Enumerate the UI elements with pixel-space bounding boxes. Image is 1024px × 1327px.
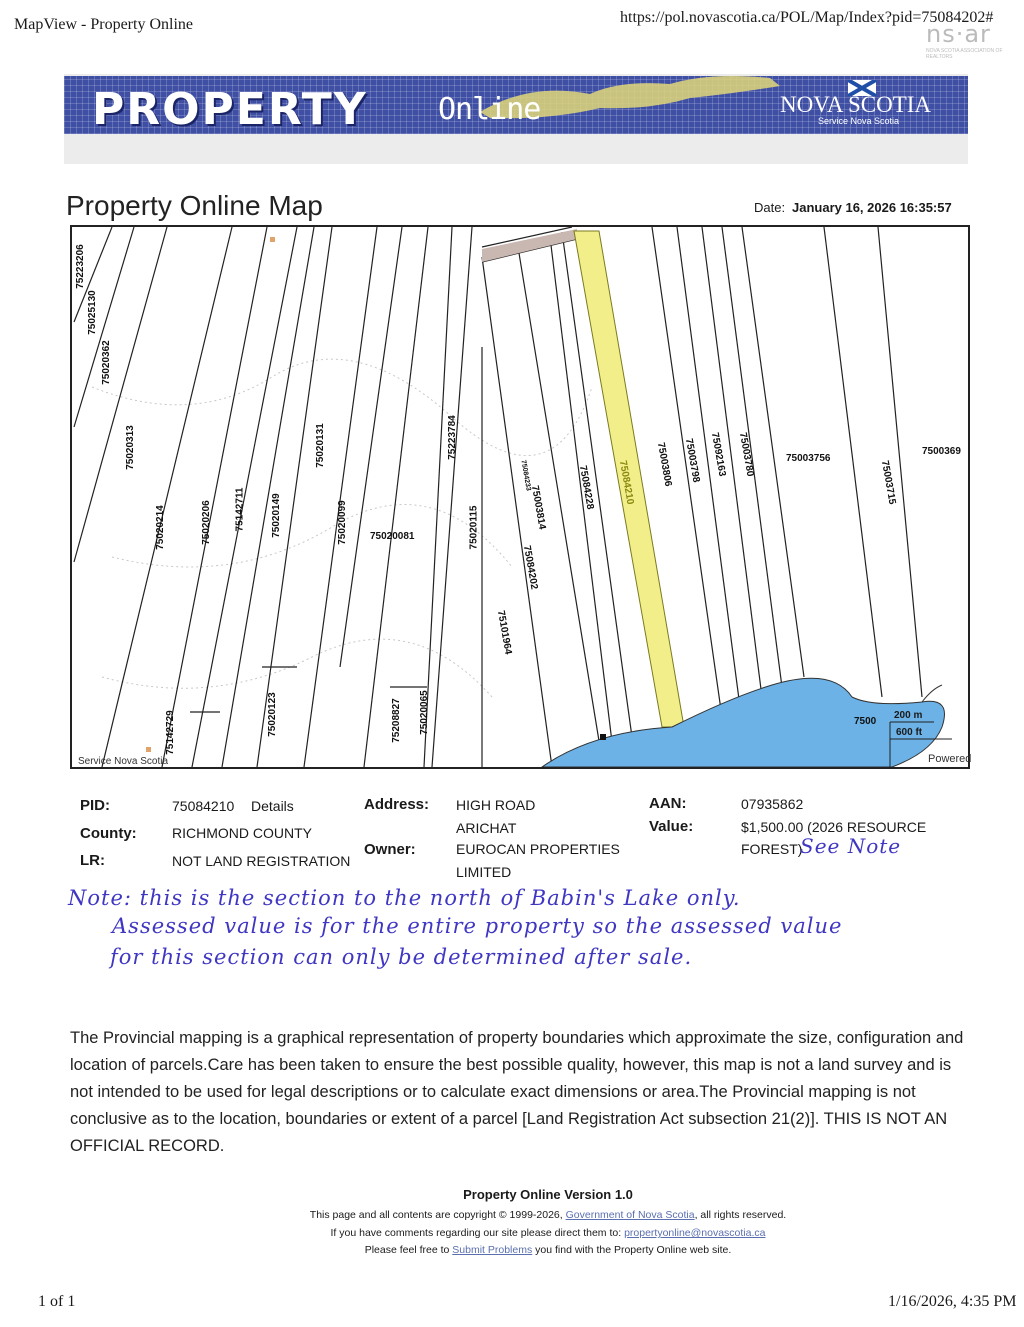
date-label: Date: — [754, 200, 786, 215]
parcel-label[interactable]: 75020081 — [370, 531, 415, 542]
page-url[interactable]: https://pol.novascotia.ca/POL/Map/Index?pid=75084202# — [620, 9, 994, 26]
problems-line — [0, 1244, 1024, 1256]
address-line1: HIGH ROAD — [456, 797, 536, 813]
parcel-label[interactable]: 75020115 — [468, 505, 480, 550]
problems-text: Please feel free to — [364, 1244, 450, 1256]
parcel-label[interactable]: 75092163 — [708, 431, 728, 478]
parcel-label[interactable]: 75020149 — [270, 493, 282, 538]
map-canvas[interactable] — [72, 227, 968, 767]
value-line1: $1,500.00 (2026 RESOURCE — [741, 819, 927, 835]
address-label: Address: — [364, 796, 430, 813]
marker-icon — [600, 734, 606, 740]
parcel-label[interactable]: 75084233 — [519, 459, 532, 492]
aan-label: AAN: — [649, 795, 687, 812]
government-link[interactable]: Government of Nova Scotia — [565, 1209, 695, 1221]
problems-suffix: you find with the Property Online web site. — [535, 1244, 732, 1256]
page-title: Property Online Map — [66, 190, 323, 221]
marker-icon — [270, 237, 275, 242]
details-link[interactable]: Details — [251, 798, 294, 814]
pid-value: 75084210 — [172, 798, 235, 814]
parcel-label[interactable]: 75084228 — [576, 464, 596, 511]
nova-scotia-logo[interactable]: NOVA SCOTIA — [780, 92, 932, 117]
parcel-label[interactable]: 75003814 — [528, 484, 548, 531]
handwritten-note-line2: Assessed value is for the entire property so the assessed value — [112, 914, 843, 938]
lake-water — [542, 678, 945, 767]
parcel-label[interactable]: 75101964 — [494, 609, 514, 656]
parcel-label[interactable]: 7500 — [854, 716, 877, 727]
handwritten-note-line3: for this section can only be determined after sale. — [110, 945, 693, 969]
owner-line2: LIMITED — [456, 864, 512, 880]
parcel-label[interactable]: 75208827 — [390, 698, 402, 743]
submit-problems-link[interactable]: Submit Problems — [452, 1244, 533, 1256]
parcel-label[interactable]: 75020362 — [100, 340, 112, 385]
parcel-label[interactable]: 75142711 — [234, 487, 246, 532]
marker-icon — [146, 747, 151, 752]
watermark-logo: ns·ar — [926, 20, 991, 48]
copyright-text: This page and all contents are copyright © 1999-2026, — [309, 1209, 563, 1221]
parcel-label[interactable]: 75003806 — [654, 441, 674, 488]
road-strip — [482, 229, 577, 262]
scale-feet: 600 ft — [896, 727, 923, 738]
pid-label: PID: — [80, 797, 110, 814]
address-line2: ARICHAT — [456, 820, 517, 836]
page-count: 1 of 1 — [38, 1293, 76, 1310]
parcel-label[interactable]: 75223784 — [446, 415, 458, 460]
lr-label: LR: — [80, 852, 105, 869]
disclaimer-text: The Provincial mapping is a graphical representation of property boundaries which approximate the size, configuration and location of parcels.Care has been taken to ensure the best possible quality, however, this map is not a land survey and is not intended to be used for legal descriptions or to calculate exact dimensions or area.The Provincial mapping is not conclusive as to the location, boundaries or extent of a parcel [Land Registration Act subsection 21(2)]. THIS IS NOT AN OFFICIAL RECORD. — [70, 1029, 964, 1155]
parcel-label[interactable]: 75003756 — [786, 453, 831, 464]
parcel-label[interactable]: 75003715 — [878, 459, 898, 506]
parcel-label[interactable]: 75020214 — [154, 505, 166, 550]
value-line2: FOREST) — [741, 841, 803, 857]
scale-meters: 200 m — [894, 710, 923, 721]
parcel-label[interactable]: 75084202 — [520, 544, 540, 591]
comments-line — [0, 1227, 1024, 1239]
banner-online-text: Online — [438, 92, 541, 127]
copyright-suffix: , all rights reserved. — [694, 1209, 787, 1221]
print-timestamp: 1/16/2026, 4:35 PM — [888, 1293, 1017, 1310]
owner-label: Owner: — [364, 841, 416, 858]
parcel-label[interactable]: 75025130 — [86, 290, 98, 335]
email-link[interactable]: propertyonline@novascotia.ca — [624, 1227, 766, 1239]
copyright-line — [0, 1209, 1024, 1221]
watermark-subtitle: NOVA SCOTIA ASSOCIATION OF REALTORS — [926, 48, 1003, 60]
lr-value: NOT LAND REGISTRATION — [172, 853, 351, 869]
parcel-label[interactable]: 75223206 — [74, 244, 86, 289]
service-nova-scotia-label: Service Nova Scotia — [818, 116, 900, 126]
window-title: MapView - Property Online — [14, 16, 193, 33]
parcel-label[interactable]: 75020065 — [418, 690, 430, 735]
property-map[interactable] — [70, 225, 970, 769]
powered-by: Powered — [928, 753, 972, 765]
subject-parcel-label[interactable]: 75084210 — [616, 459, 636, 506]
date-value: January 16, 2026 16:35:57 — [792, 200, 952, 215]
county-label: County: — [80, 825, 137, 842]
map-credit: Service Nova Scotia — [78, 756, 169, 767]
banner-property-text: PROPERTY — [92, 84, 368, 135]
comments-text: If you have comments regarding our site please direct them to: — [330, 1227, 622, 1239]
parcel-label[interactable]: 7500369 — [922, 446, 961, 457]
parcel-label[interactable]: 75020131 — [314, 423, 326, 468]
handwritten-see-note: See Note — [800, 834, 902, 858]
value-label: Value: — [649, 818, 694, 835]
parcel-label[interactable]: 75142729 — [164, 710, 176, 755]
county-value: RICHMOND COUNTY — [172, 825, 312, 841]
version-label: Property Online Version 1.0 — [463, 1187, 633, 1202]
handwritten-note-line1: Note: this is the section to the north of Babin's Lake only. — [68, 886, 741, 910]
parcel-label[interactable]: 75003798 — [682, 437, 702, 484]
parcel-label[interactable]: 75020313 — [124, 425, 136, 470]
aan-value: 07935862 — [741, 796, 804, 812]
parcel-label[interactable]: 75020206 — [200, 500, 212, 545]
parcel-label[interactable]: 75020099 — [336, 500, 348, 545]
parcel-label[interactable]: 75003780 — [736, 431, 756, 478]
shoreline — [922, 685, 942, 702]
parcel-label[interactable]: 75020123 — [266, 692, 278, 737]
owner-line1: EUROCAN PROPERTIES — [456, 841, 620, 857]
